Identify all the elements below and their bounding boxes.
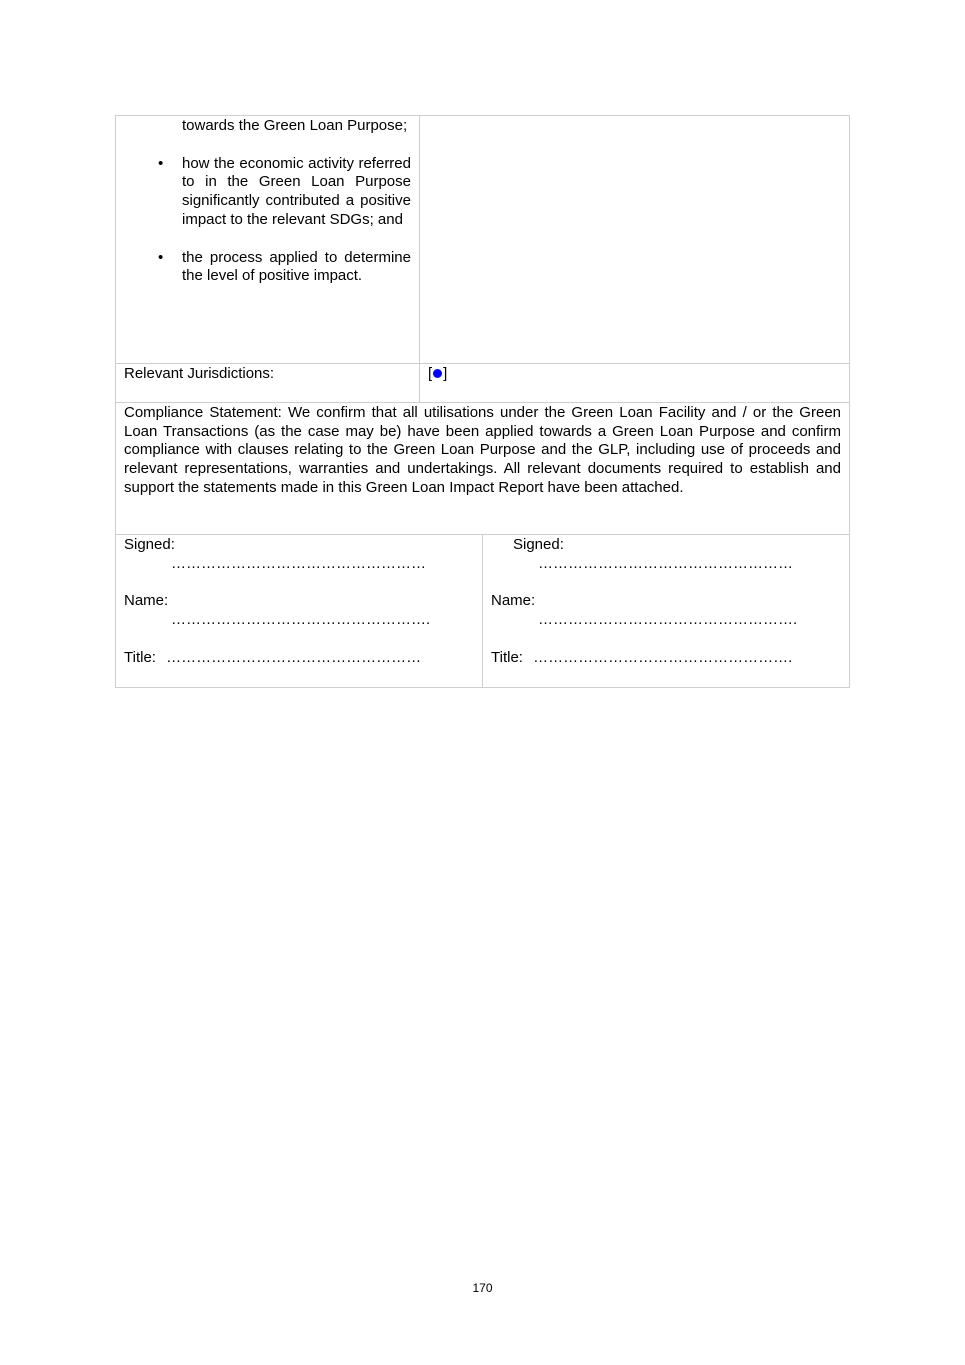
- bullet-icon: •: [158, 154, 164, 172]
- bullet-text-2: the process applied to determine the level of positive impact.: [182, 248, 411, 285]
- title-field: [491, 649, 841, 668]
- jurisdictions-label-cell: [116, 364, 420, 402]
- title-field: [124, 649, 474, 668]
- bracket-open: [: [428, 365, 433, 382]
- signed-line: ……………………………………………: [538, 554, 793, 572]
- signature-row: [116, 535, 849, 687]
- title-label: Title:: [124, 648, 156, 666]
- criteria-row: [116, 116, 849, 364]
- criteria-value-cell: [420, 116, 849, 363]
- signed-label: Signed:: [513, 536, 564, 553]
- name-label: Name:: [124, 592, 169, 610]
- bullet-text-1: how the economic activity referred to in the Green Loan Purpose significantly contributed a positive impact to the relevant SDGs; and: [182, 154, 411, 228]
- bracket-close: ]: [443, 365, 448, 382]
- page-number: 170: [472, 1281, 493, 1295]
- signature-block-left: [116, 535, 483, 687]
- title-line: …………………………………………….: [533, 648, 793, 666]
- title-line: ……………………………………………: [166, 648, 422, 666]
- bullet-icon: •: [158, 248, 164, 266]
- signed-line: ……………………………………………: [171, 554, 426, 572]
- compliance-statement: Compliance Statement: We confirm that all utilisations under the Green Loan Facility and / or the Green Loan Transactions (as the case may be) have been applied towards a Green Loan Purpose and confirm compliance with clauses relating to the Green Loan Purpose and the GLP, including use of proceeds and relevant representations, warranties and undertakings. All relevant documents required to establish and support the statements made in this Green Loan Impact Report have been attached.: [124, 404, 841, 496]
- title-label: Title:: [491, 648, 523, 666]
- impact-report-table: [115, 115, 850, 688]
- jurisdictions-label: Relevant Jurisdictions:: [124, 365, 275, 382]
- bullet-item-2: [124, 249, 411, 286]
- name-label: Name:: [491, 592, 536, 610]
- jurisdictions-row: [116, 364, 849, 403]
- signature-block-right: [483, 535, 849, 687]
- name-line: …………………………………………….: [538, 611, 798, 629]
- compliance-row: [116, 403, 849, 535]
- continued-text: towards the Green Loan Purpose;: [182, 117, 408, 134]
- bullet-item-1: [124, 155, 411, 230]
- jurisdictions-value-cell: [420, 364, 849, 402]
- placeholder-dot-icon: [433, 369, 442, 378]
- criteria-cell: [116, 116, 420, 363]
- signed-label: Signed:: [124, 536, 175, 553]
- name-line: …………………………………………….: [171, 611, 431, 629]
- compliance-cell: [116, 403, 849, 534]
